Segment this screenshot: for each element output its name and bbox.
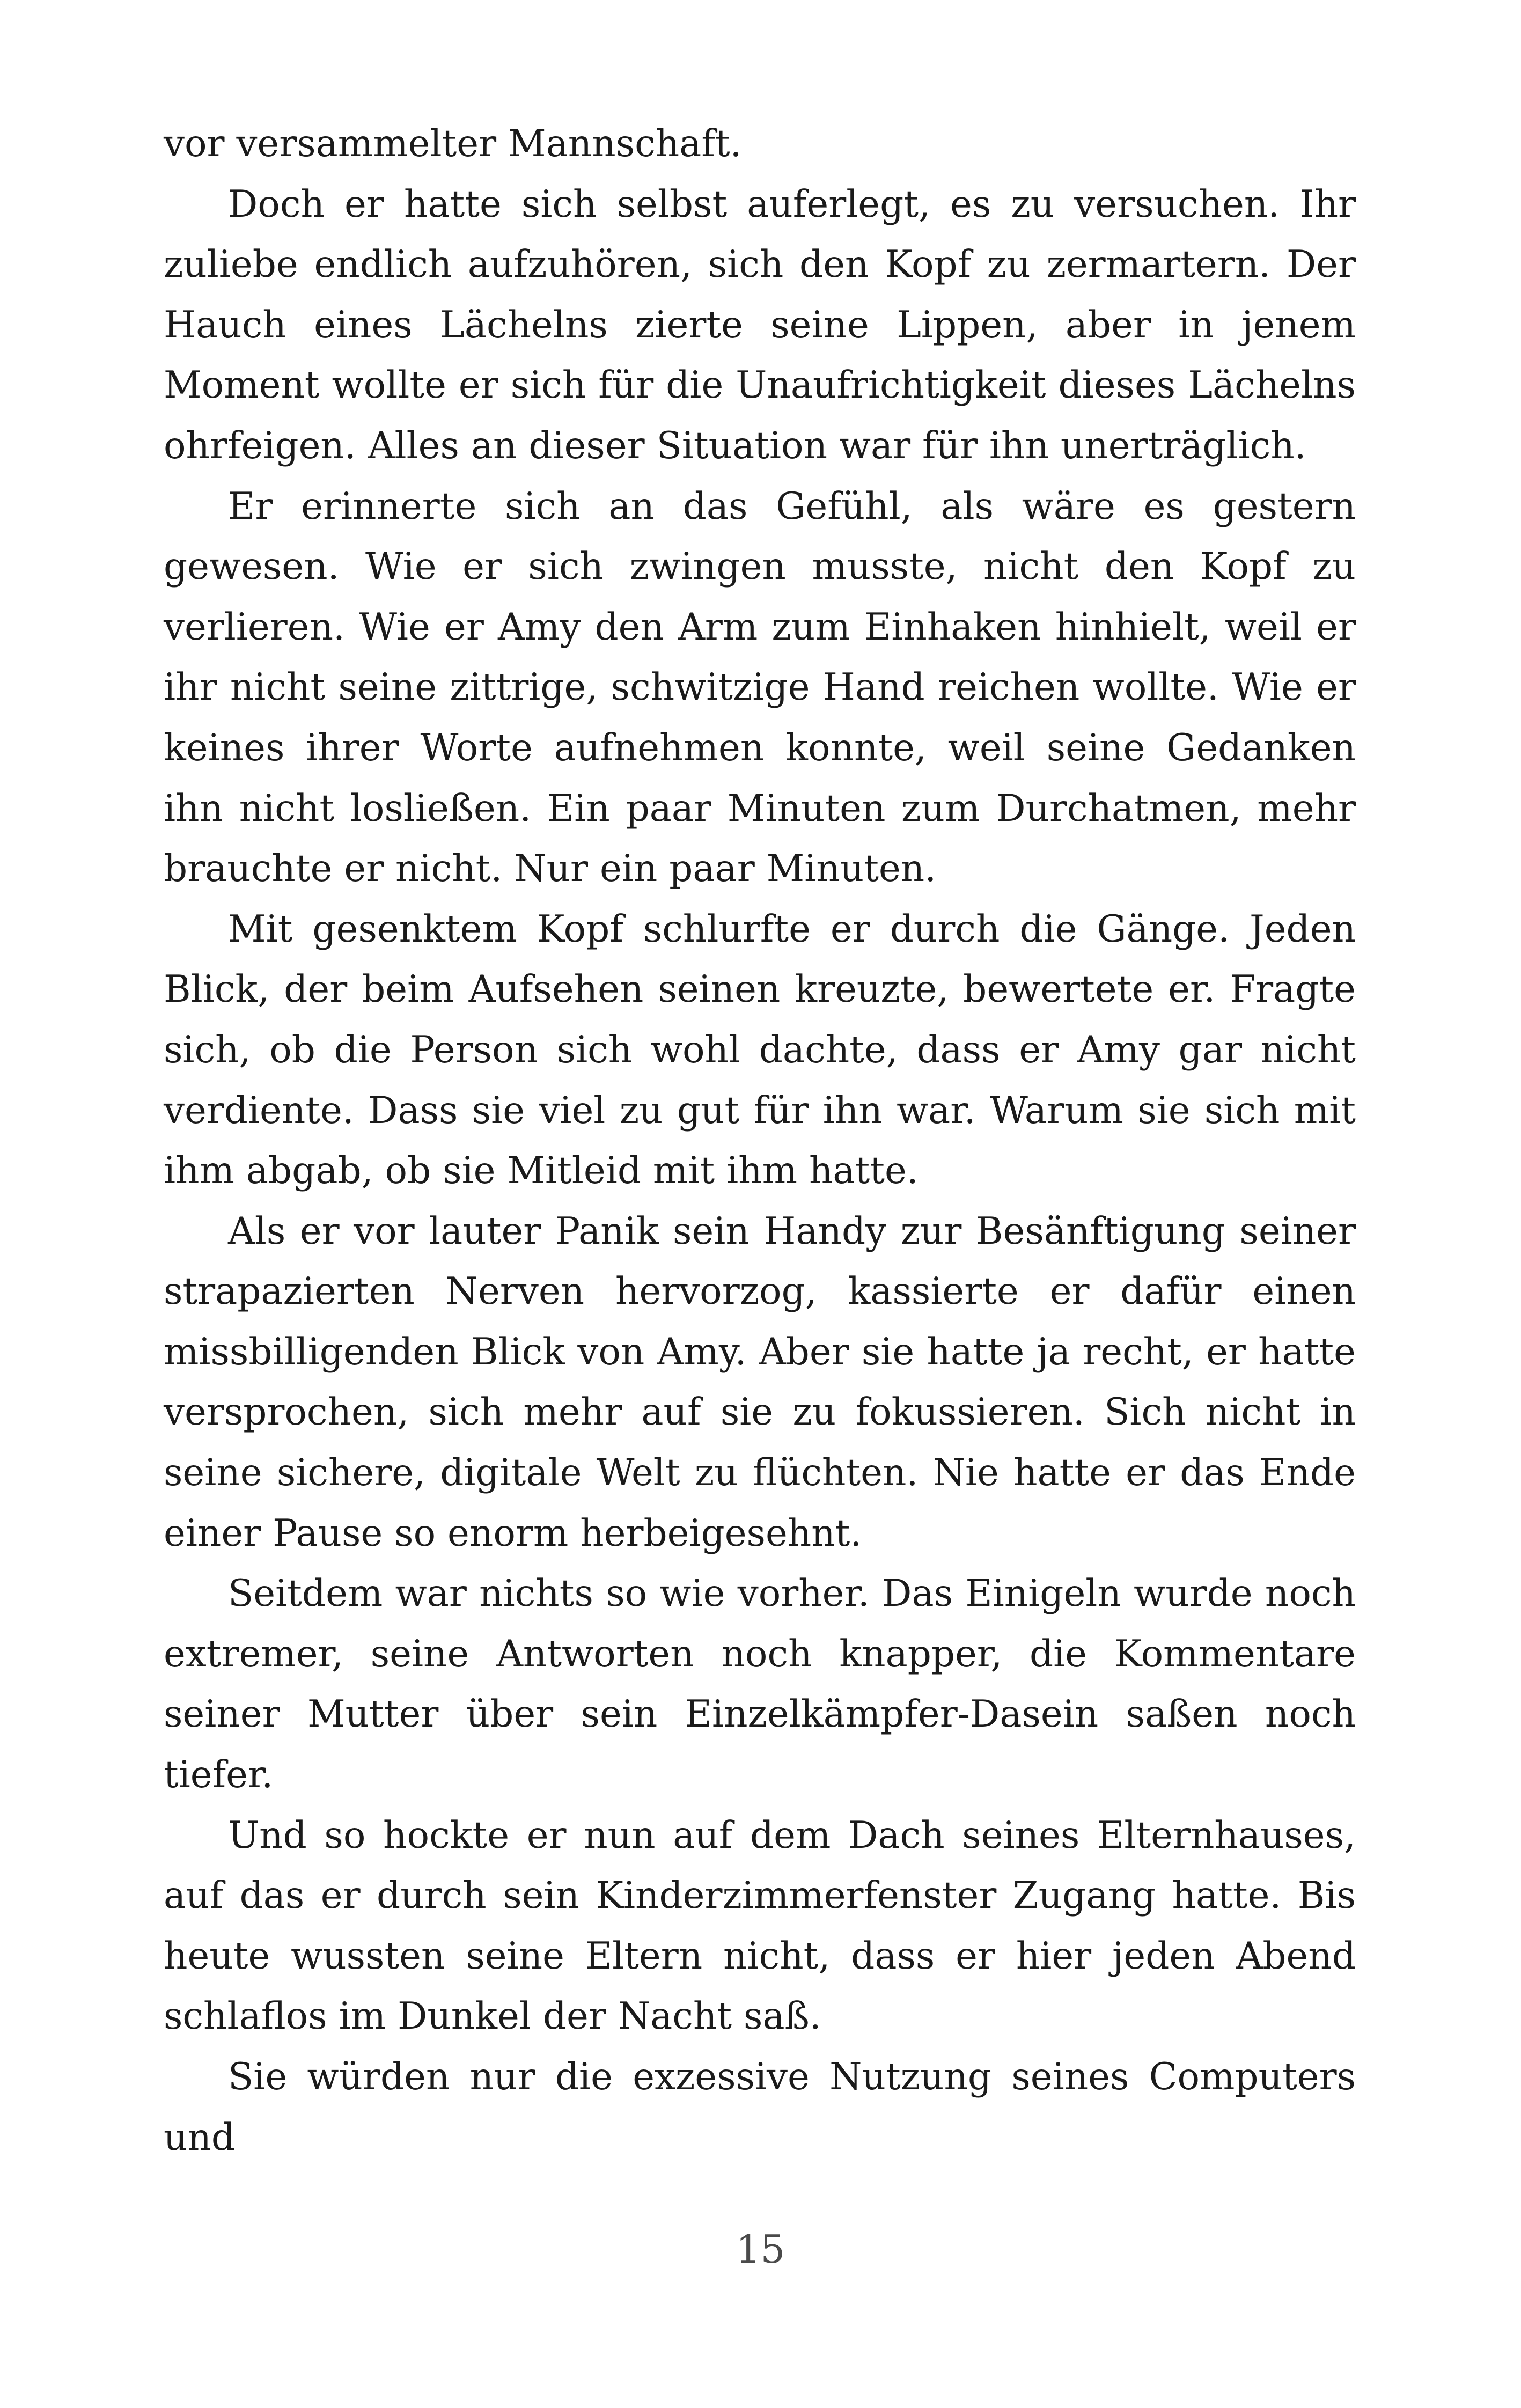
paragraph-6: Seitdem war nichts so wie vorher. Das Einigeln wurde noch extremer, seine Antworten noch knapper, die Kommentare seiner Mutter über sein Einzelkämpfer-Dasein saßen noch tiefer.: [164, 1572, 1356, 1797]
paragraph-4: Mit gesenktem Kopf schlurfte er durch die Gänge. Jeden Blick, der beim Aufsehen seinen kreuzte, bewertete er. Fragte sich, ob die Person sich wohl dachte, dass er Amy gar nicht verdiente. Dass sie viel zu gut für ihn war. Warum sie sich mit ihm abgab, ob sie Mitleid mit ihm hatte.: [164, 907, 1356, 1193]
body-text: [164, 114, 1356, 2168]
paragraph-1: vor versammelter Mannschaft.: [164, 122, 742, 165]
paragraph-2: Doch er hatte sich selbst auferlegt, es zu versuchen. Ihr zuliebe endlich aufzuhören, sich den Kopf zu zermartern. Der Hauch eines Lächelns zierte seine Lippen, aber in jenem Moment wollte er sich für die Unaufrichtigkeit dieses Lächelns ohrfeigen. Alles an dieser Situation war für ihn unerträglich.: [164, 182, 1356, 467]
paragraph-7: Und so hockte er nun auf dem Dach seines Elternhauses, auf das er durch sein Kinderzimmerfenster Zugang hatte. Bis heute wussten seine Eltern nicht, dass er hier jeden Abend schlaflos im Dunkel der Nacht saß.: [164, 1814, 1356, 2038]
page-number: 15: [736, 2227, 785, 2272]
paragraph-5: Als er vor lauter Panik sein Handy zur Besänftigung seiner strapazierten Nerven hervorzog, kassierte er dafür einen missbilligenden Blick von Amy. Aber sie hatte ja recht, er hatte versprochen, sich mehr auf sie zu fokussieren. Sich nicht in seine sichere, digitale Welt zu flüchten. Nie hatte er das Ende einer Pause so enorm herbeigesehnt.: [164, 1209, 1356, 1555]
paragraph-3: Er erinnerte sich an das Gefühl, als wäre es gestern gewesen. Wie er sich zwingen musste, nicht den Kopf zu verlieren. Wie er Amy den Arm zum Einhaken hinhielt, weil er ihr nicht seine zittrige, schwitzige Hand reichen wollte. Wie er keines ihrer Worte aufnehmen konnte, weil seine Gedanken ihn nicht losließen. Ein paar Minuten zum Durchatmen, mehr brauchte er nicht. Nur ein paar Minuten.: [164, 484, 1356, 891]
paragraph-8: Sie würden nur die exzessive Nutzung seines Computers und: [164, 2055, 1356, 2159]
